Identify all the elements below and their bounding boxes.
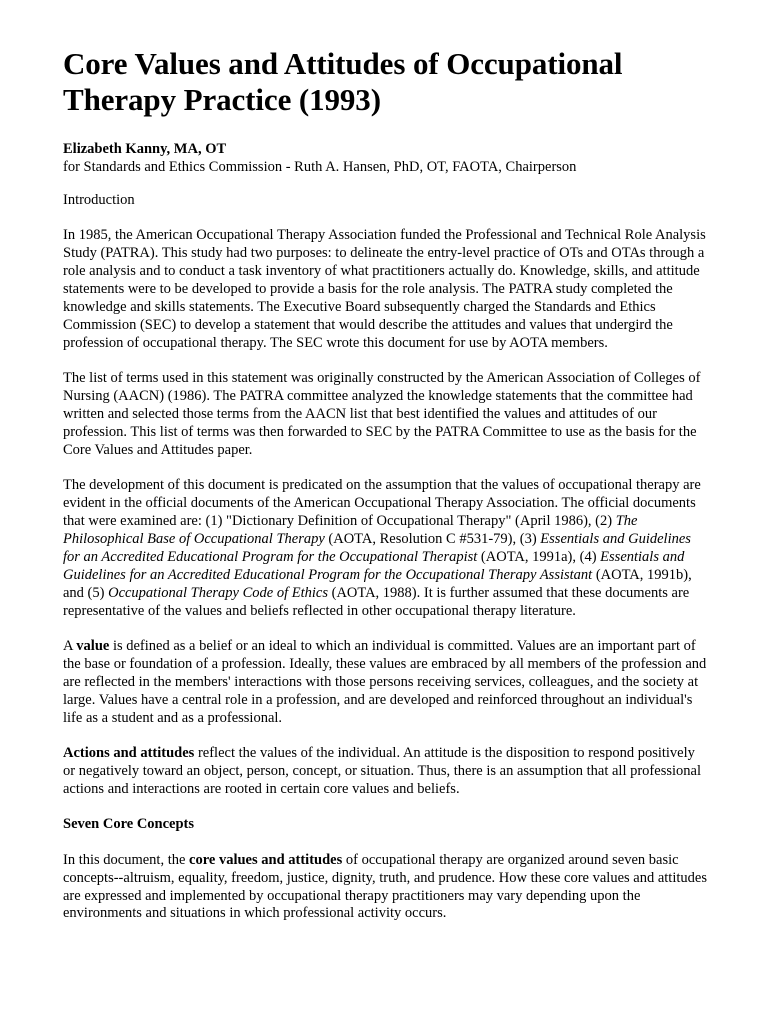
author-affiliation: for Standards and Ethics Commission - Ruth A. Hansen, PhD, OT, FAOTA, Chairperson [63,159,577,175]
author-block [63,140,708,176]
text-run: In this document, the [63,851,190,868]
doc-title-essentials-ot: Essentials and Guidelines for an Accredited Educational Program for the Occupational Therapist [63,531,691,565]
text-run: (AOTA, 1991a), (4) [477,548,601,565]
paragraph-patra: In 1985, the American Occupational Therapy Association funded the Professional and Technical Role Analysis Study (PATRA). This study had two purposes: to delineate the entry-level practice of OTs and OTAs through a role analysis and to conduct a task inventory of what practitioners actually do. Knowledge, skills, and attitude statements were to be developed to provide a basis for the role analysis. The PATRA study completed the knowledge and skills statements. The Executive Board subsequently charged the Standards and Ethics Commission (SEC) to develop a statement that would describe the attitudes and values that undergird the profession of occupational therapy. The SEC wrote this document for use by AOTA members. [63,227,706,351]
doc-title-code-of-ethics: Occupational Therapy Code of Ethics [108,584,328,601]
paragraph-actions-attitudes [63,745,708,799]
doc-title-philosophical-base: The Philosophical Base of Occupational Therapy [63,513,638,547]
text-run: is defined as a belief or an ideal to which an individual is committed. Values are an important part of the base or foundation of a profession. Ideally, these values are embraced by all members of the profession and are reflected in the members' interactions with those persons receiving services, colleagues, and the society at large. Values have a central role in a profession, and are developed and reinforced throughout an individual's life as a student and as a professional. [63,638,707,726]
intro-heading: Introduction [63,192,135,208]
text-run: (AOTA, Resolution C #531-79), (3) [324,531,541,547]
text-run: The development of this document is predicated on the assumption that the values of occupational therapy are evident in the official documents of the American Occupational Therapy Association. The official documents that were examined are: (1) "Dictionary Definition of Occupational Therapy" (April 1986), (2) [63,477,701,530]
text-run: A [63,638,77,655]
term-actions-attitudes: Actions and attitudes [63,745,195,762]
paragraph-terms: The list of terms used in this statement was originally constructed by the American Association of Colleges of Nursing (AACN) (1986). The PATRA committee analyzed the knowledge statements that the committee had written and selected those terms from the AACN list that best identified the values and attitudes of our profession. This list of terms was then forwarded to SEC by the PATRA Committee to use as the basis for the Core Values and Attitudes paper. [63,370,701,458]
text-run: reflect the values of the individual. An attitude is the disposition to respond positively or negatively toward an object, person, concept, or situation. Thus, there is an assumption that all professional actions and interactions are rooted in certain core values and beliefs. [63,745,701,797]
paragraph-documents [63,477,708,620]
paragraph-value-definition [63,638,708,728]
document-title: Core Values and Attitudes of Occupational Therapy Practice (1993) [63,46,623,117]
section-heading-seven-core-concepts: Seven Core Concepts [63,816,195,833]
term-core-values: core values and attitudes [189,851,343,868]
paragraph-core-concepts [63,852,708,924]
text-run: of occupational therapy are organized around seven basic concepts--altruism, equality, freedom, justice, dignity, truth, and prudence. How these core values and attitudes are expressed and implemented by occupational therapy practitioners may vary depending upon the environments and situations in which professional activity occurs. [63,851,707,922]
text-run: (AOTA, 1991b), and (5) [63,566,692,601]
term-value: value [76,638,110,655]
author-name: Elizabeth Kanny, MA, OT [63,141,227,157]
text-run: (AOTA, 1988). It is further assumed that these documents are representative of the values and beliefs reflected in other occupational therapy literature. [63,584,690,619]
doc-title-essentials-ota: Essentials and Guidelines for an Accredited Educational Program for the Occupational Therapy Assistant [63,548,685,583]
